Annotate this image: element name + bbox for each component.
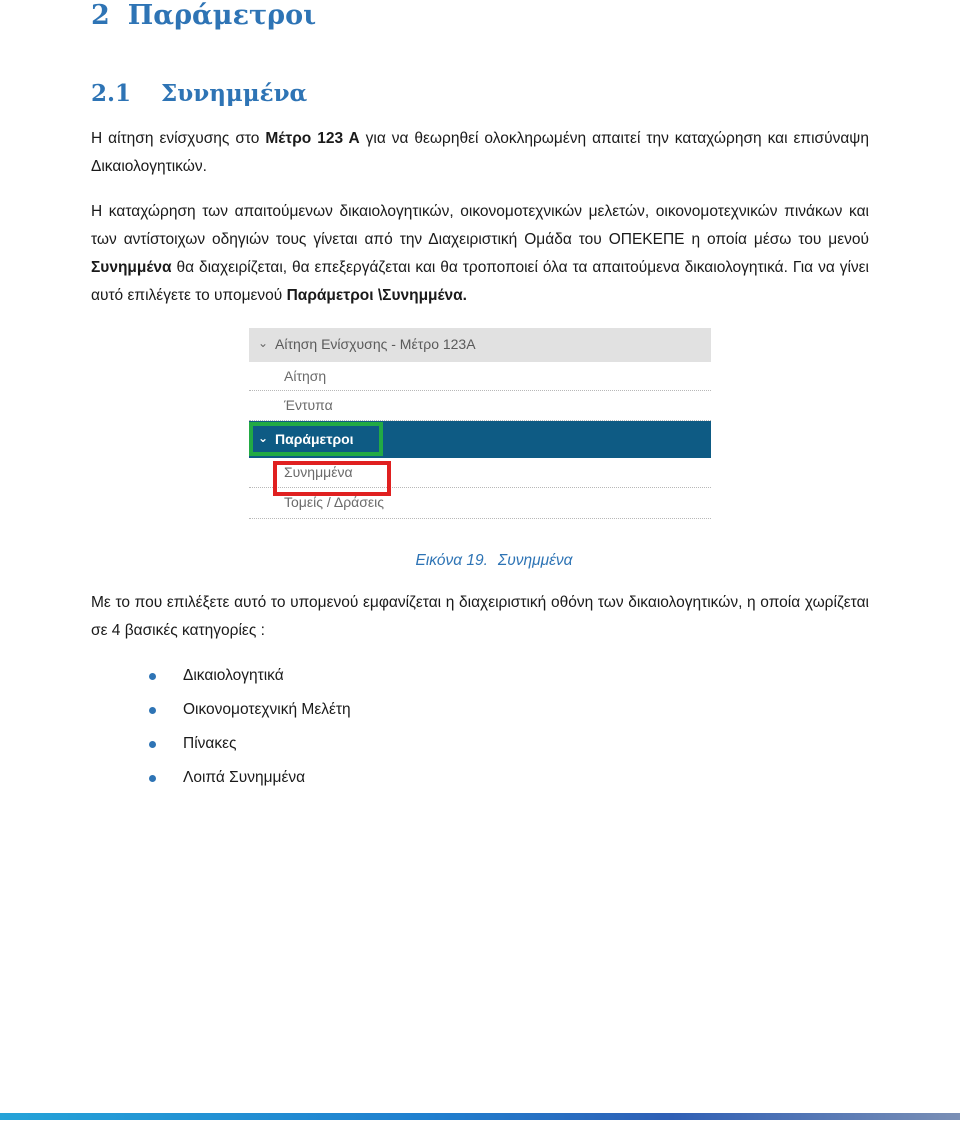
menu-header-aitisi-enischysis[interactable] (249, 328, 711, 362)
paragraph-description (91, 198, 869, 310)
paragraph-categories-text: Με το που επιλέξετε αυτό το υπομενού εμφανίζεται η διαχειριστική οθόνη των δικαιολογητικών, η οποία χωρίζεται σε 4 βασικές κατηγορίες : (91, 594, 869, 639)
bullet-icon (149, 673, 156, 680)
caption-title: Συνημμένα (497, 552, 573, 569)
menu-item-label: Παράμετροι (275, 431, 354, 447)
paragraph-description-text-2: θα διαχειρίζεται, θα επεξεργάζεται και θα τροποποιεί όλα τα απαιτούμενα δικαιολογητικά. Για να γίνει αυτό επιλέγετε το υπομενού (91, 259, 869, 304)
list-item-text: Δικαιολογητικά (183, 667, 284, 684)
bullet-icon (149, 775, 156, 782)
subheading-number: 2.1 (91, 80, 132, 107)
menu-header-label: Αίτηση Ενίσχυσης - Μέτρο 123Α (275, 336, 476, 352)
heading-number: 2 (91, 0, 110, 31)
caption-label: Εικόνα 19. (415, 552, 488, 569)
paragraph-description-bold-1: Συνημμένα (91, 259, 172, 276)
highlight-box-red (273, 461, 391, 496)
menu-screenshot (249, 328, 711, 520)
paragraph-intro-text-1: Η αίτηση ενίσχυσης στο (91, 130, 266, 147)
bullet-icon (149, 741, 156, 748)
subheading-title: Συνημμένα (161, 80, 308, 107)
chevron-down-icon: ⌄ (258, 431, 269, 445)
highlight-box-green (249, 422, 383, 456)
menu-item-aitisi[interactable] (249, 362, 711, 391)
paragraph-intro-text-2: για να θεωρηθεί ολοκληρωμένη απαιτεί την καταχώρηση και επισύναψη Δικαιολογητικών. (91, 130, 869, 175)
menu-item-label: Συνημμένα (284, 464, 353, 480)
menu-item-entypa[interactable] (249, 391, 711, 421)
paragraph-categories (91, 589, 869, 645)
figure-caption (0, 552, 960, 570)
menu-item-label: Έντυπα (284, 397, 333, 413)
chevron-down-icon: ⌄ (258, 336, 269, 350)
list-item-text: Οικονομοτεχνική Μελέτη (183, 701, 351, 718)
menu-item-label: Τομείς / Δράσεις (284, 494, 385, 510)
list-item-text: Πίνακες (183, 735, 237, 752)
menu-item-label: Αίτηση (284, 368, 327, 384)
heading-parametroi (91, 0, 316, 31)
bullet-icon (149, 707, 156, 714)
paragraph-description-bold-2: Παράμετροι \Συνημμένα. (286, 287, 467, 304)
footer-color-bar (0, 1113, 960, 1120)
paragraph-intro (91, 125, 869, 181)
subheading-synimmena (91, 80, 307, 107)
paragraph-description-text-1: Η καταχώρηση των απαιτούμενων δικαιολογητικών, οικονομοτεχνικών μελετών, οικονομοτεχνικών πινάκων και των αντίστοιχων οδηγιών τους γίνεται από την Διαχειριστική Ομάδα του ΟΠΕΚΕΠΕ η οποία μέσω του μενού (91, 203, 869, 248)
paragraph-intro-bold-1: Μέτρο 123 Α (265, 130, 360, 147)
heading-title: Παράμετροι (127, 0, 317, 31)
list-item-text: Λοιπά Συνημμένα (183, 769, 306, 786)
